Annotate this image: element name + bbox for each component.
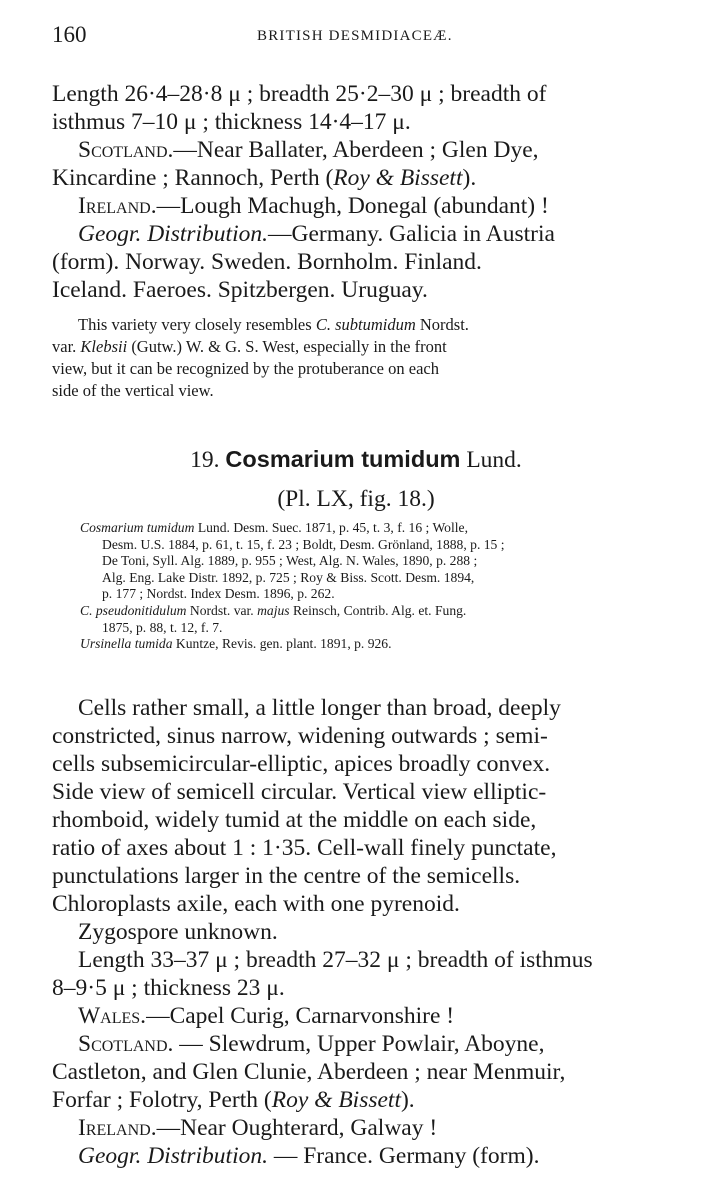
region-label: Ireland.: [78, 193, 157, 219]
citation-text: De Toni, Syll. Alg. 1889, p. 955 ; West, Alg. N. Wales, 1890, p. 288 ;: [102, 553, 478, 569]
species-name: Cosmarium tumidum: [225, 446, 461, 472]
region-label: Ireland.: [78, 1115, 157, 1141]
taxon-name: C. subtumidum: [315, 315, 416, 334]
locality-text: —Lough Machugh, Donegal (abundant) !: [156, 193, 549, 219]
note-text: This variety very closely resembles: [78, 315, 316, 334]
region-label: Scotland.: [78, 137, 174, 163]
note-line: view, but it can be recognized by the protuberance on each: [52, 359, 439, 378]
top-measurements: [52, 80, 692, 136]
distribution-text: —Germany. Galicia in Austria: [267, 221, 555, 247]
synonymy-block: [80, 520, 692, 653]
note-line: side of the vertical view.: [52, 381, 214, 400]
synonym-entry: [80, 636, 692, 653]
note-line: [52, 336, 692, 358]
description-line: punctulations larger in the centre of the semicells.: [52, 863, 521, 889]
wales-line: [52, 1002, 692, 1030]
note-text: (Gutw.) W. & G. S. West, especially in the front: [127, 337, 447, 356]
synonym-first-line: [80, 603, 692, 620]
locality-text: Forfar ; Folotry, Perth (: [52, 1087, 272, 1113]
measurement-line: Length 33–37 μ ; breadth 27–32 μ ; breadth of isthmus: [78, 947, 593, 973]
zygospore-line: Zygospore unknown.: [78, 919, 278, 945]
running-head: [52, 22, 672, 52]
synonym-entry: [80, 520, 692, 603]
citation-text: Lund. Desm. Suec. 1871, p. 45, t. 3, f. 16 ; Wolle,: [194, 520, 468, 535]
distribution-line: [52, 1142, 692, 1170]
distribution-line-2: (form). Norway. Sweden. Bornholm. Finland.: [52, 249, 482, 275]
scotland-line-2: Castleton, and Glen Clunie, Aberdeen ; near Menmuir,: [52, 1059, 566, 1085]
note-text: var.: [52, 337, 81, 356]
scotland-line-2: [52, 164, 692, 192]
scotland-line: [52, 1030, 692, 1058]
region-label: Scotland.: [78, 1031, 174, 1057]
species-author: Lund.: [466, 447, 522, 473]
locality-text: —Capel Curig, Carnarvonshire !: [146, 1003, 455, 1029]
punct: ).: [400, 1087, 415, 1113]
collector-names: Roy & Bissett: [333, 165, 463, 191]
synonym-entry: [80, 603, 692, 636]
description-line: constricted, sinus narrow, widening outwards ; semi-: [52, 723, 548, 749]
note-line: [52, 314, 692, 336]
citation-text: Kuntze, Revis. gen. plant. 1891, p. 926.: [172, 636, 392, 652]
synonym-name: Cosmarium tumidum: [80, 520, 195, 535]
description-line: ratio of axes about 1 : 1·35. Cell-wall finely punctate,: [52, 835, 557, 861]
species-localities: [52, 1002, 692, 1170]
punct: ).: [462, 165, 477, 191]
top-localities: [52, 136, 692, 304]
plate-reference: (Pl. LX, fig. 18.): [277, 486, 435, 512]
citation-text: Desm. U.S. 1884, p. 61, t. 15, f. 23 ; Boldt, Desm. Grönland, 1888, p. 15 ;: [102, 536, 505, 552]
ireland-line: [52, 1114, 692, 1142]
citation-text: Alg. Eng. Lake Distr. 1892, p. 725 ; Roy & Biss. Scott. Desm. 1894,: [102, 569, 475, 585]
distribution-line-3: Iceland. Faeroes. Spitzbergen. Uruguay.: [52, 277, 428, 303]
distribution-text: — France. Germany (form).: [267, 1143, 540, 1169]
measurement-line: 8–9·5 μ ; thickness 23 μ.: [52, 975, 285, 1001]
variety-name: majus: [257, 602, 290, 618]
scotland-line-3: [52, 1086, 692, 1114]
synonym-first-line: [80, 636, 692, 653]
text-line: Length 26·4–28·8 μ ; breadth 25·2–30 μ ; breadth of: [52, 81, 547, 107]
text-line: isthmus 7–10 μ ; thickness 14·4–17 μ.: [52, 109, 411, 135]
description-line: Chloroplasts axile, each with one pyrenoid.: [52, 891, 460, 917]
synonym-name: C. pseudonitidulum: [80, 602, 187, 618]
distribution-line: [52, 220, 692, 248]
scotland-line: [52, 136, 692, 164]
description-line: rhomboid, widely tumid at the middle on each side,: [52, 807, 537, 833]
taxon-name: Klebsii: [80, 337, 128, 356]
running-title: BRITISH DESMIDIACEÆ.: [257, 28, 453, 44]
page-number: 160: [52, 22, 87, 47]
species-heading: [0, 446, 712, 474]
variety-note: [52, 314, 692, 402]
species-number: 19.: [190, 447, 220, 473]
locality-text: —Near Ballater, Aberdeen ; Glen Dye,: [173, 137, 539, 163]
ireland-line: [52, 192, 692, 220]
distribution-label: Geogr. Distribution.: [78, 1143, 268, 1169]
citation-text: 1875, p. 88, t. 12, f. 7.: [102, 619, 223, 635]
collector-names: Roy & Bissett: [271, 1087, 401, 1113]
synonym-first-line: [58, 520, 692, 537]
locality-text: — Slewdrum, Upper Powlair, Aboyne,: [173, 1031, 545, 1057]
region-label: Wales.: [78, 1003, 147, 1029]
synonym-name: Ursinella tumida: [80, 636, 173, 652]
citation-text: Reinsch, Contrib. Alg. et. Fung.: [289, 602, 467, 618]
note-text: Nordst.: [415, 315, 469, 334]
distribution-label: Geogr. Distribution.: [78, 221, 268, 247]
citation-text: Nordst. var.: [186, 602, 258, 618]
description-line: cells subsemicircular-elliptic, apices broadly convex.: [52, 751, 551, 777]
description-line: Cells rather small, a little longer than broad, deeply: [78, 695, 561, 721]
species-description: [52, 694, 692, 1002]
locality-text: Kincardine ; Rannoch, Perth (: [52, 165, 334, 191]
citation-text: p. 177 ; Nordst. Index Desm. 1896, p. 262.: [102, 586, 335, 602]
locality-text: —Near Oughterard, Galway !: [156, 1115, 438, 1141]
description-line: Side view of semicell circular. Vertical view elliptic-: [52, 779, 547, 805]
